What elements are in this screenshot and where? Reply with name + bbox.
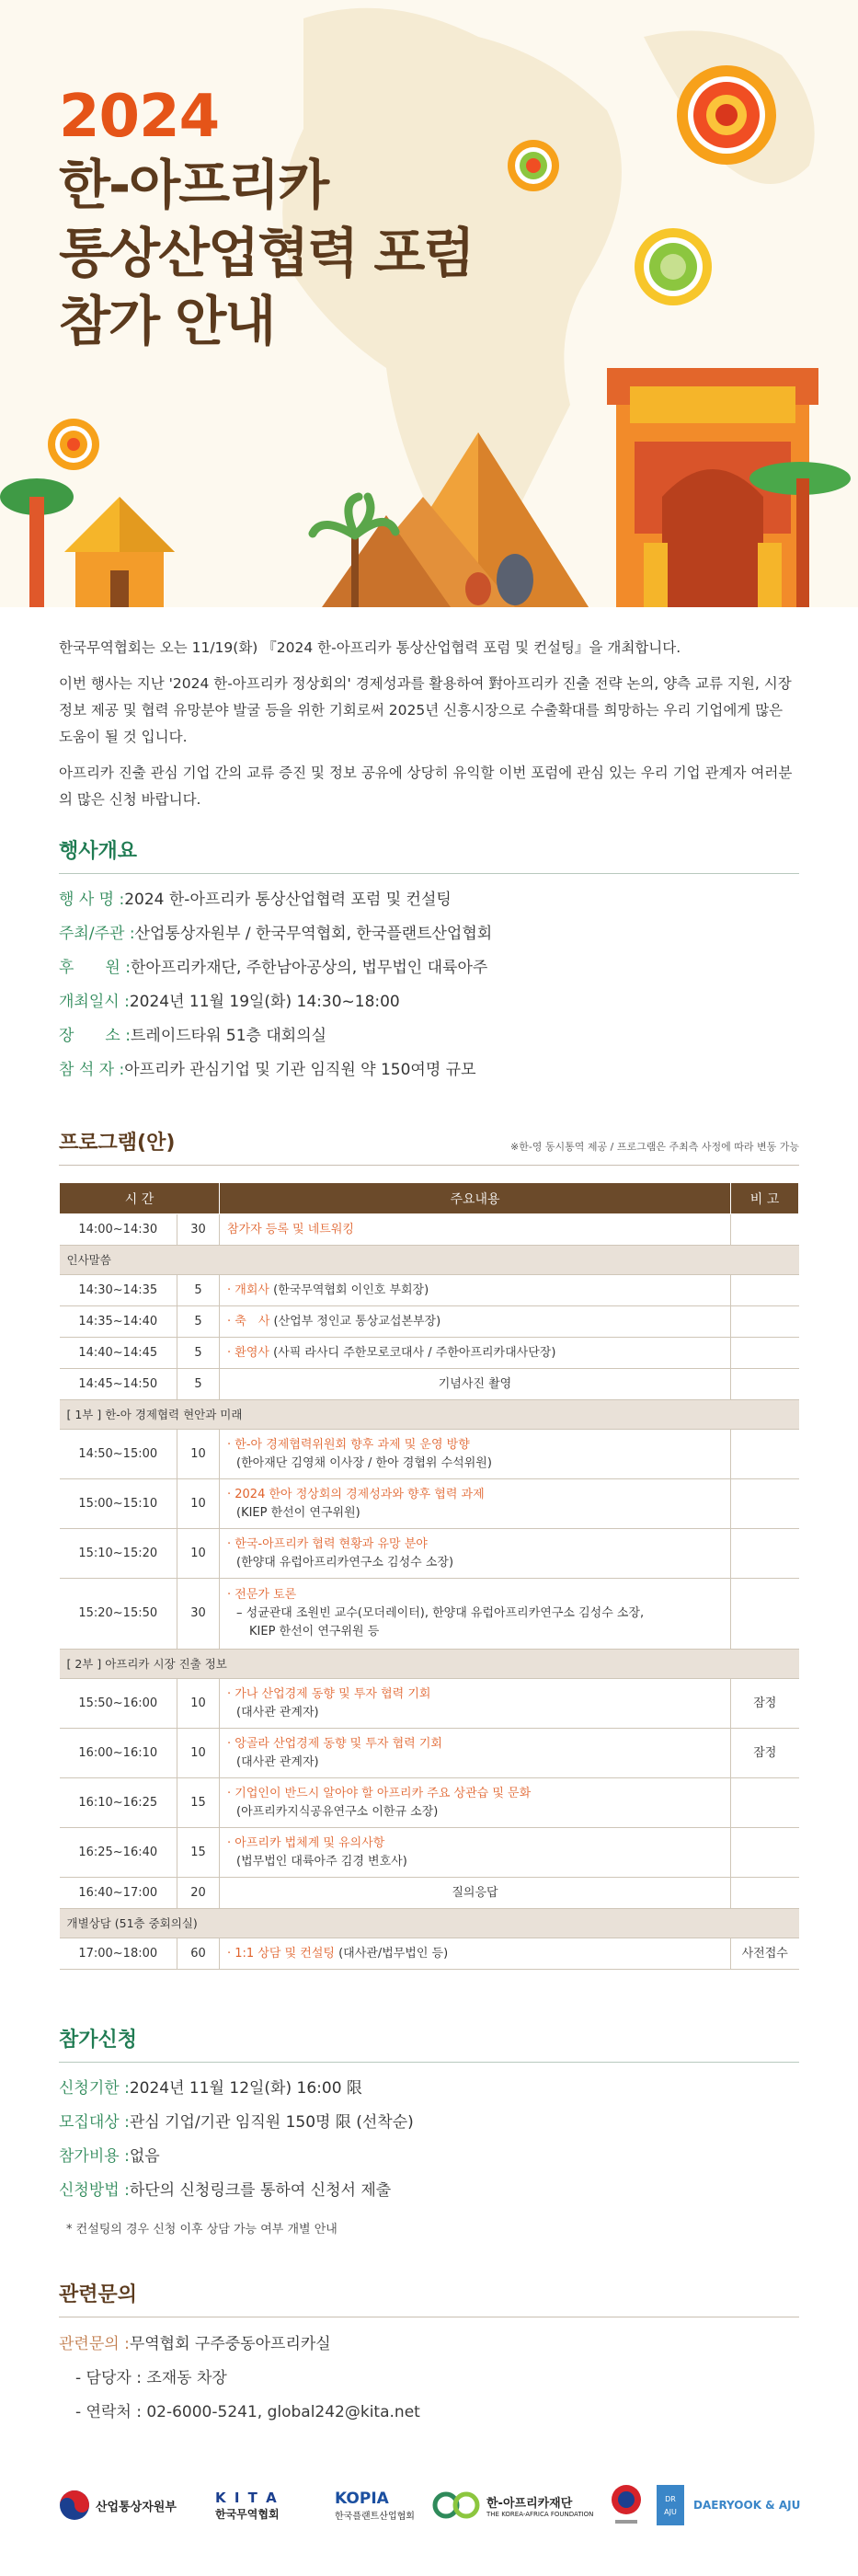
sun-small-icon	[508, 140, 559, 191]
program-section	[60, 1650, 799, 1679]
kopia-logo: KOPIA 한국플랜트산업협회	[335, 2489, 415, 2522]
row-content: · 한-아 경제협력위원회 향후 과제 및 운영 방향 (한아재단 김영채 이사장 / 한아 경협위 수석위원)	[220, 1430, 731, 1479]
program-section	[60, 1909, 799, 1938]
table-row	[60, 1778, 799, 1828]
row-time: 14:45~14:50	[60, 1369, 177, 1400]
row-note	[731, 1529, 799, 1579]
row-note	[731, 1369, 799, 1400]
table-row	[60, 1430, 799, 1479]
table-row	[60, 1529, 799, 1579]
row-time: 14:00~14:30	[60, 1214, 177, 1246]
table-row	[60, 1579, 799, 1650]
program-note: ※한-영 동시통역 제공 / 프로그램은 주최측 사정에 따라 변동 가능	[509, 1141, 799, 1153]
row-note	[731, 1306, 799, 1338]
row-content: · 한국-아프리카 협력 현황과 유망 분야 (한양대 유럽아프리카연구소 김성수 소장)	[220, 1529, 731, 1579]
row-content: · 1:1 상담 및 컨설팅 (대사관/법무법인 등)	[220, 1938, 731, 1970]
intro-paragraph: 한국무역협회는 오는 11/19(화) 『2024 한-아프리카 통상산업협력 포럼 및 컨설팅』을 개최합니다.	[59, 639, 681, 656]
row-content: · 앙골라 산업경제 동향 및 투자 협력 기회 (대사관 관계자)	[220, 1729, 731, 1778]
sun-green-icon	[635, 228, 712, 305]
program-heading: 프로그램(안)	[59, 1127, 799, 1166]
hero-year: 2024	[59, 83, 220, 151]
col-note: 비 고	[731, 1183, 799, 1214]
section-label: 개별상담 (51층 중회의실)	[60, 1909, 799, 1938]
intro-paragraph: 이번 행사는 지난 '2024 한-아프리카 정상회의' 경제성과를 활용하여 對아프리카 진출 전략 논의, 양측 교류 지원, 시장 정보 제공 및 협력 유망분야 발굴 등을 위한 기회로써 2025년 신흥시장으로 수출확대를 희망하는 우리 기업에게 많은 도움이 될 것 입니다.	[59, 675, 792, 745]
apply-item: 신청방법 :하단의 신청링크를 통하여 신청서 제출	[59, 2181, 392, 2200]
row-minutes: 30	[177, 1214, 220, 1246]
row-minutes: 5	[177, 1369, 220, 1400]
row-minutes: 10	[177, 1679, 220, 1729]
table-row	[60, 1828, 799, 1878]
kaf-symbol-icon	[431, 2491, 483, 2519]
row-note: 사전접수	[731, 1938, 799, 1970]
row-time: 15:10~15:20	[60, 1529, 177, 1579]
row-time: 16:40~17:00	[60, 1878, 177, 1909]
apply-list	[59, 2072, 414, 2208]
intro-paragraph: 아프리카 진출 관심 기업 간의 교류 증진 및 정보 공유에 상당히 유익할 이번 포럼에 관심 있는 우리 기업 관계자 여러분의 많은 신청 바랍니다.	[59, 765, 793, 808]
row-time: 16:00~16:10	[60, 1729, 177, 1778]
row-note	[731, 1430, 799, 1479]
apply-heading: 참가신청	[59, 2024, 799, 2063]
row-minutes: 10	[177, 1430, 220, 1479]
overview-item: 주최/주관 :산업통상자원부 / 한국무역협회, 한국플랜트산업협회	[59, 925, 493, 943]
daeryook-logo: DR AJU DAERYOOK & AJU	[657, 2478, 800, 2533]
sponsor-logos	[59, 2478, 799, 2533]
row-content: · 아프리카 법체계 및 유의사항 (법무법인 대륙아주 김경 변호사)	[220, 1828, 731, 1878]
kita-logo: K I T A 한국무역협회	[215, 2489, 280, 2521]
hero-title: 한-아프리카 통상산업협력 포럼 참가 안내	[59, 154, 474, 352]
row-time: 15:50~16:00	[60, 1679, 177, 1729]
motie-logo: 산업통상자원부	[59, 2478, 177, 2533]
program-section	[60, 1246, 799, 1275]
table-row	[60, 1938, 799, 1970]
svg-text:DR: DR	[665, 2495, 676, 2503]
table-row	[60, 1679, 799, 1729]
table-row	[60, 1306, 799, 1338]
section-label: 인사말씀	[60, 1246, 799, 1275]
apply-footnote: * 컨설팅의 경우 신청 이후 상담 가능 여부 개별 안내	[66, 2223, 337, 2237]
row-minutes: 20	[177, 1878, 220, 1909]
overview-list	[59, 883, 492, 1087]
row-minutes: 15	[177, 1828, 220, 1878]
contact-block: 관련문의 :무역협회 구주중동아프리카실 - 담당자 : 조재동 차장 - 연락처 : 02-6000-5241, global242@kita.net	[59, 2328, 420, 2430]
row-content: · 개회사 (한국무역협회 이인호 부회장)	[220, 1275, 731, 1306]
row-content: · 가나 산업경제 동향 및 투자 협력 기회 (대사관 관계자)	[220, 1679, 731, 1729]
sun-icon	[677, 65, 776, 165]
overview-item: 후 원 :한아프리카재단, 주한남아공상의, 법무법인 대륙아주	[59, 959, 488, 977]
row-time: 14:40~14:45	[60, 1338, 177, 1369]
program-section	[60, 1400, 799, 1430]
apply-item: 참가비용 :없음	[59, 2147, 160, 2166]
col-content: 주요내용	[220, 1183, 731, 1214]
kaf-logo: 한-아프리카재단 THE KOREA-AFRICA FOUNDATION	[431, 2478, 593, 2533]
contact-person: - 담당자 : 조재동 차장	[75, 2369, 227, 2387]
emblem-icon	[608, 2479, 645, 2531]
table-row	[60, 1338, 799, 1369]
row-note: 잠정	[731, 1729, 799, 1778]
intro-text	[59, 635, 799, 822]
row-content: 질의응답	[220, 1878, 731, 1909]
row-minutes: 60	[177, 1938, 220, 1970]
row-note	[731, 1338, 799, 1369]
table-row	[60, 1729, 799, 1778]
row-time: 14:30~14:35	[60, 1275, 177, 1306]
row-note	[731, 1579, 799, 1650]
table-row	[60, 1878, 799, 1909]
row-content: · 기업인이 반드시 알아야 할 아프리카 주요 상관습 및 문화 (아프리카지식공유연구소 이한규 소장)	[220, 1778, 731, 1828]
row-note	[731, 1828, 799, 1878]
row-minutes: 30	[177, 1579, 220, 1650]
table-row	[60, 1369, 799, 1400]
apply-item: 신청기한 :2024년 11월 12일(화) 16:00 限	[59, 2079, 362, 2098]
daeryook-symbol-icon	[657, 2485, 684, 2525]
row-note	[731, 1214, 799, 1246]
row-note	[731, 1878, 799, 1909]
emblem-logo	[608, 2478, 645, 2533]
program-table	[59, 1182, 799, 1970]
table-row	[60, 1275, 799, 1306]
row-time: 15:20~15:50	[60, 1579, 177, 1650]
row-note	[731, 1275, 799, 1306]
svg-text:AJU: AJU	[664, 2508, 677, 2516]
overview-item: 행 사 명 :2024 한-아프리카 통상산업협력 포럼 및 컨설팅	[59, 891, 452, 909]
row-time: 15:00~15:10	[60, 1479, 177, 1529]
row-content: 참가자 등록 및 네트워킹	[220, 1214, 731, 1246]
row-time: 14:50~15:00	[60, 1430, 177, 1479]
row-minutes: 10	[177, 1529, 220, 1579]
row-note: 잠정	[731, 1679, 799, 1729]
overview-item: 참 석 자 :아프리카 관심기업 및 기관 임직원 약 150여명 규모	[59, 1061, 476, 1079]
overview-item: 개최일시 :2024년 11월 19일(화) 14:30~18:00	[59, 993, 400, 1011]
apply-item: 모집대상 :관심 기업/기관 임직원 150명 限 (선착순)	[59, 2113, 414, 2132]
overview-item: 장 소 :트레이드타워 51층 대회의실	[59, 1027, 327, 1045]
row-minutes: 15	[177, 1778, 220, 1828]
hero-banner	[0, 0, 858, 607]
row-content: · 전문가 토론 – 성균관대 조원빈 교수(모더레이터), 한양대 유럽아프리카연구소 김성수 소장, KIEP 한선이 연구위원 등	[220, 1579, 731, 1650]
row-content: · 환영사 (사픽 라사디 주한모로코대사 / 주한아프리카대사단장)	[220, 1338, 731, 1369]
row-content: 기념사진 촬영	[220, 1369, 731, 1400]
section-label: [ 1부 ] 한-아 경제협력 현안과 미래	[60, 1400, 799, 1430]
overview-heading: 행사개요	[59, 835, 799, 874]
col-time: 시 간	[60, 1183, 220, 1214]
contact-phone: - 연락처 : 02-6000-5241, global242@kita.net	[75, 2403, 420, 2421]
section-label: [ 2부 ] 아프리카 시장 진출 정보	[60, 1650, 799, 1679]
row-time: 14:35~14:40	[60, 1306, 177, 1338]
row-time: 17:00~18:00	[60, 1938, 177, 1970]
row-content: · 축 사 (산업부 정인교 통상교섭본부장)	[220, 1306, 731, 1338]
sun-left-icon	[48, 419, 99, 470]
row-minutes: 5	[177, 1275, 220, 1306]
row-note	[731, 1778, 799, 1828]
row-note	[731, 1479, 799, 1529]
contact-heading: 관련문의	[59, 2279, 799, 2317]
row-minutes: 5	[177, 1306, 220, 1338]
table-row	[60, 1214, 799, 1246]
row-minutes: 5	[177, 1338, 220, 1369]
row-minutes: 10	[177, 1729, 220, 1778]
table-row	[60, 1479, 799, 1529]
row-minutes: 10	[177, 1479, 220, 1529]
taegeuk-icon	[59, 2490, 90, 2521]
row-time: 16:25~16:40	[60, 1828, 177, 1878]
row-time: 16:10~16:25	[60, 1778, 177, 1828]
row-content: · 2024 한아 정상회의 경제성과와 향후 협력 과제 (KIEP 한선이 연구위원)	[220, 1479, 731, 1529]
